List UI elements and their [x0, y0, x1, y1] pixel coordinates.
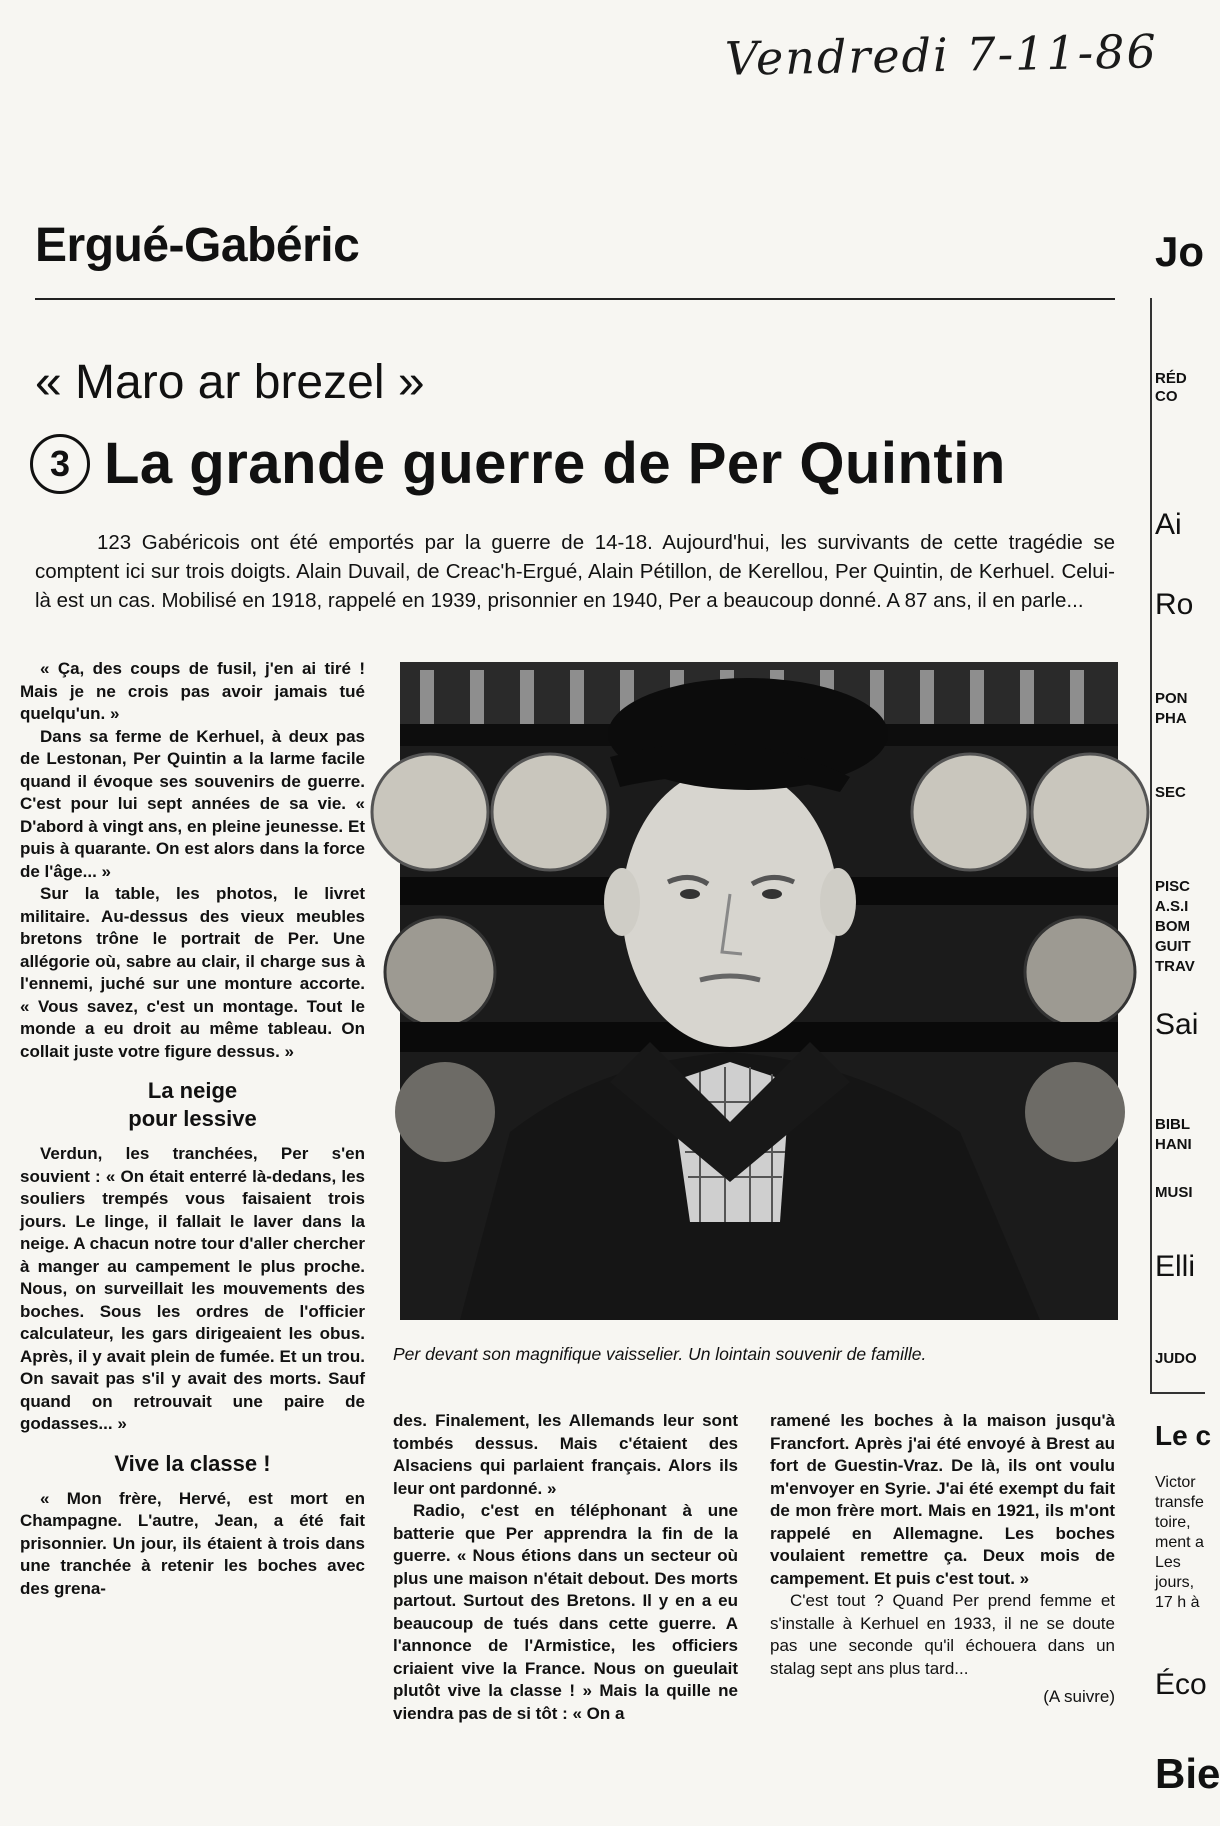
paragraph: des. Finalement, les Allemands leur sont tombés dessus. Mais c'étaient des Alsaciens qui parlaient français. Alors ils leur ont pardonné. »	[393, 1411, 738, 1498]
adjacent-text: JUDO	[1155, 1350, 1197, 1367]
column-divider	[1150, 298, 1152, 1393]
kicker: « Maro ar brezel »	[35, 356, 425, 409]
adjacent-text: HANI	[1155, 1136, 1192, 1153]
adjacent-header: Jo	[1155, 228, 1205, 275]
part-number-badge: 3	[30, 434, 90, 494]
adjacent-text: Ai	[1155, 508, 1182, 541]
adjacent-text: PISC	[1155, 878, 1191, 895]
adjacent-text: PON	[1155, 690, 1188, 707]
subheading	[20, 1077, 365, 1133]
adjacent-text: 17 h à	[1155, 1594, 1200, 1611]
adjacent-text: SEC	[1155, 784, 1186, 801]
subheading-line: La neige	[147, 1078, 238, 1103]
article-column-1	[20, 658, 365, 1600]
adjacent-column-fragment	[1155, 228, 1220, 1826]
to-be-continued: (A suivre)	[1043, 1687, 1115, 1706]
paragraph: « Ça, des coups de fusil, j'en ai tiré ! Mais je ne crois pas avoir jamais tué quelqu'un. »	[20, 659, 365, 723]
article-column-2	[393, 1410, 738, 1725]
headline-row	[30, 430, 1006, 497]
paragraph: Radio, c'est en téléphonant à une batterie que Per apprendra la fin de la guerre. « Nous étions dans un secteur où plus une maison n'était debout. Des morts partout. Surtout des Bretons. Il y en a eu beaucoup de tués dans cette guerre. A l'annonce de l'Armistice, les officiers criaient vive la France. Nous on gueulait plutôt vive la classe ! » Mais la quille ne viendra pas de si tôt : « On a	[393, 1501, 738, 1723]
paragraph: ramené les boches à la maison jusqu'à Francfort. Après j'ai été envoyé à Brest au fort de Guestin-Vraz. De là, ils ont voulu m'envoyer en Syrie. J'ai été exempt du fait de mon frère mort. Mais en 1921, ils m'ont rappelé en Allemagne. Les boches voulaient remettre ça. Deux mois de campement. Et puis c'est tout. »	[770, 1411, 1115, 1588]
paragraph: Verdun, les tranchées, Per s'en souvient : « On était enterré là-dedans, les souliers trempés vous faisaient trois jours. Le linge, il fallait le laver dans la neige. A chacun notre tour d'aller chercher à manger au campement le plus proche. Nous, on surveillait les mouvements des boches. Sous les ordres de l'officier calculateur, les gars dirigeaient les obus. Après, il y avait plein de fumée. Et un trou. On savait pas s'il y avait des morts. Sauf quand on retrouvait une paire de godasses... »	[20, 1144, 365, 1433]
adjacent-text: GUIT	[1155, 938, 1191, 955]
adjacent-text: Ro	[1155, 588, 1194, 621]
paragraph: Sur la table, les photos, le livret militaire. Au-dessus des vieux meubles bretons trône le portrait de Per. Une allégorie où, sabre au clair, il charge sus à l'ennemi, juché sur une monture accorte. « Vous savez, c'est un montage. Tout le monde a eu droit au même tableau. On collait juste votre figure dessus. »	[20, 884, 365, 1061]
paragraph: Dans sa ferme de Kerhuel, à deux pas de Lestonan, Per Quintin a la larme facile quand il évoque ses souvenirs de guerre. C'est pour lui sept années de sa vie. « D'abord à vingt ans, en pleine jeunesse. Et puis à quarante. On est alors dans la force de l'âge... »	[20, 726, 365, 881]
portrait-photo	[400, 662, 1118, 1320]
adjacent-text: RÉD	[1155, 370, 1187, 387]
handwritten-date: Vendredi 7-11-86	[724, 24, 1159, 86]
lead-paragraph: 123 Gabéricois ont été emportés par la guerre de 14-18. Aujourd'hui, les survivants de cette tragédie se comptent ici sur trois doigts. Alain Duvail, de Creac'h-Ergué, Alain Pétillon, de Kerellou, Per Quintin, de Kerhuel. Celui-là est un cas. Mobilisé en 1918, rappelé en 1939, prisonnier en 1940, Per a beaucoup donné. A 87 ans, il en parle...	[35, 531, 1115, 612]
paragraph: « Mon frère, Hervé, est mort en Champagne. L'autre, Jean, a été fait prisonnier. Un jour, ils étaient à trois dans une tranchée à retenir les boches avec des grena-	[20, 1488, 365, 1598]
section-header: Ergué-Gabéric	[35, 219, 360, 272]
portrait-illustration	[400, 662, 1118, 1320]
article-column-3	[770, 1410, 1115, 1709]
adjacent-text: toire,	[1155, 1514, 1191, 1531]
adjacent-text: CO	[1155, 388, 1178, 405]
adjacent-text: A.S.I	[1155, 898, 1189, 915]
adjacent-text: PHA	[1155, 710, 1187, 727]
subheading-line: pour lessive	[128, 1106, 257, 1131]
adjacent-text: Le c	[1155, 1420, 1212, 1451]
adjacent-text: BIBL	[1155, 1116, 1190, 1133]
adjacent-text: ment a	[1155, 1534, 1204, 1551]
adjacent-text: Victor	[1155, 1474, 1196, 1491]
adjacent-text: Les	[1155, 1554, 1181, 1571]
adjacent-text: jours,	[1155, 1574, 1195, 1591]
adjacent-text: Elli	[1155, 1250, 1196, 1283]
adjacent-text: Sai	[1155, 1008, 1199, 1041]
adjacent-text: Bie	[1155, 1750, 1220, 1797]
adjacent-text: MUSI	[1155, 1184, 1193, 1201]
adjacent-text: TRAV	[1155, 958, 1195, 975]
adjacent-text: transfe	[1155, 1494, 1204, 1511]
photo-caption: Per devant son magnifique vaisselier. Un lointain souvenir de famille.	[393, 1344, 927, 1364]
adjacent-text: BOM	[1155, 918, 1190, 935]
section-rule	[35, 298, 1115, 300]
paragraph: C'est tout ? Quand Per prend femme et s'installe à Kerhuel en 1933, il ne se doute pas une seconde qu'il échouera dans un stalag sept ans plus tard...	[770, 1591, 1115, 1678]
adjacent-text: Éco	[1155, 1668, 1207, 1701]
subheading: Vive la classe !	[114, 1450, 271, 1476]
headline: La grande guerre de Per Quintin	[104, 431, 1006, 496]
